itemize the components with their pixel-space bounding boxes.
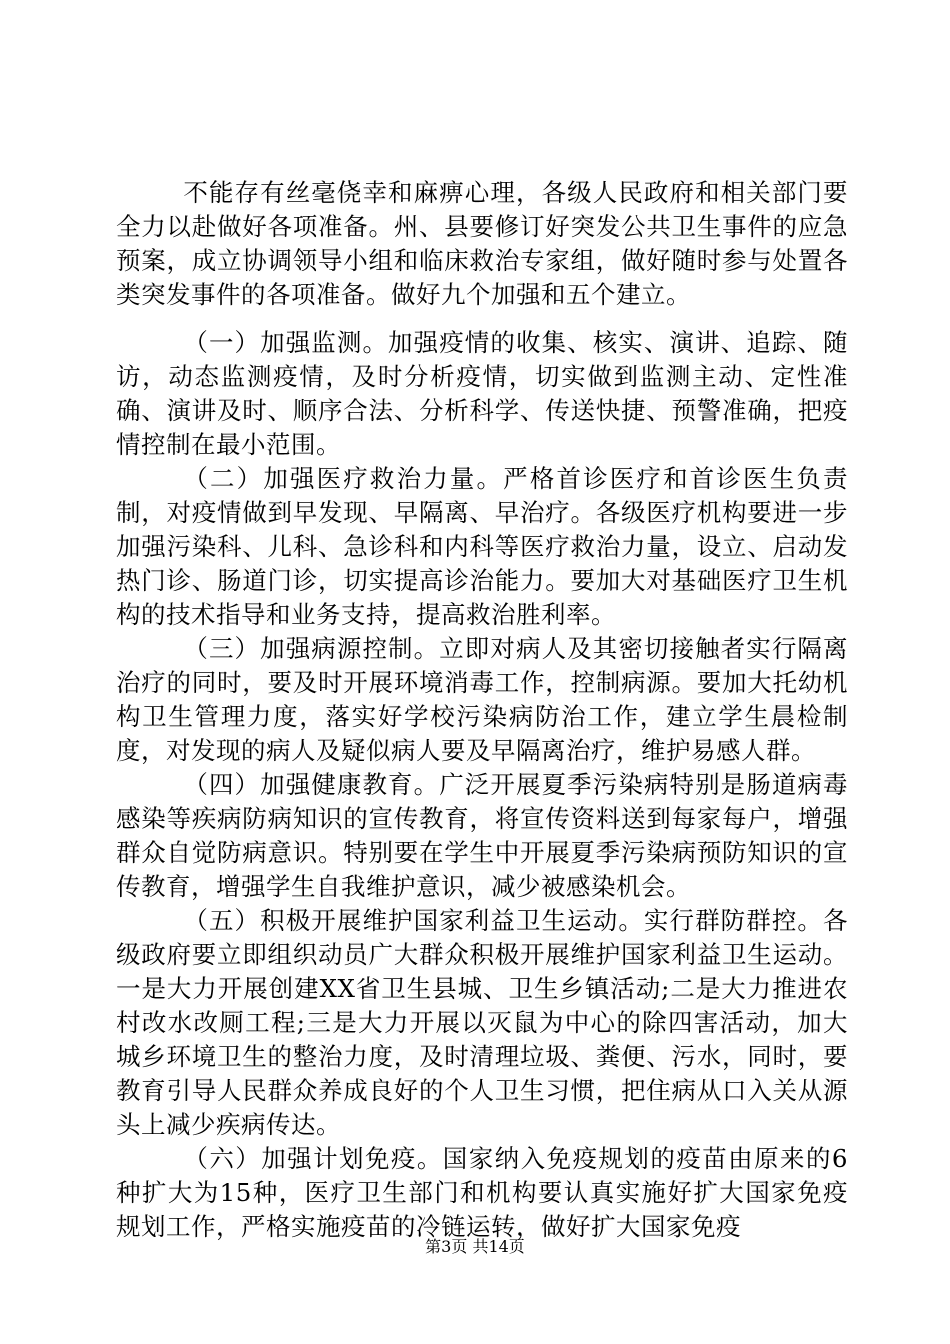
document-body bbox=[116, 176, 848, 1244]
paragraph-section-4: （四）加强健康教育。广泛开展夏季污染病特别是肠道病毒感染等疾病防病知识的宣传教育，将宣传资料送到每家每户，增强群众自觉防病意识。特别要在学生中开展夏季污染病预防知识的宣传教育，增强学生自我维护意识，减少被感染机会。 bbox=[116, 770, 848, 901]
paragraph-section-3: （三）加强病源控制。立即对病人及其密切接触者实行隔离治疗的同时，要及时开展环境消毒工作，控制病源。要加大托幼机构卫生管理力度，落实好学校污染病防治工作，建立学生晨检制度，对发现的病人及疑似病人要及早隔离治疗，维护易感人群。 bbox=[116, 634, 848, 765]
page-number-footer: 第3页 共14页 bbox=[425, 1237, 525, 1256]
paragraph-section-2: （二）加强医疗救治力量。严格首诊医疗和首诊医生负责制，对疫情做到早发现、早隔离、早治疗。各级医疗机构要进一步加强污染科、儿科、急诊科和内科等医疗救治力量，设立、启动发热门诊、肠道门诊，切实提高诊治能力。要加大对基础医疗卫生机构的技术指导和业务支持，提高救治胜利率。 bbox=[116, 464, 848, 629]
paragraph-section-6: （六）加强计划免疫。国家纳入免疫规划的疫苗由原来的6种扩大为15种，医疗卫生部门和机构要认真实施好扩大国家免疫规划工作，严格实施疫苗的冷链运转，做好扩大国家免疫 bbox=[116, 1144, 848, 1241]
paragraph-section-5: （五）积极开展维护国家利益卫生运动。实行群防群控。各级政府要立即组织动员广大群众积极开展维护国家利益卫生运动。一是大力开展创建XX省卫生县城、卫生乡镇活动;二是大力推进农村改水改厕工程;三是大力开展以灭鼠为中心的除四害活动，加大城乡环境卫生的整治力度，及时清理垃圾、粪便、污水，同时，要教育引导人民群众养成良好的个人卫生习惯，把住病从口入关从源头上减少疾病传达。 bbox=[116, 906, 848, 1139]
paragraph-intro: 不能存有丝毫侥幸和麻痹心理，各级人民政府和相关部门要全力以赴做好各项准备。州、县要修订好突发公共卫生事件的应急预案，成立协调领导小组和临床救治专家组，做好随时参与处置各类突发事件的各项准备。做好九个加强和五个建立。 bbox=[116, 178, 848, 309]
paragraph-section-1: （一）加强监测。加强疫情的收集、核实、演讲、追踪、随访，动态监测疫情，及时分析疫情，切实做到监测主动、定性准确、演讲及时、顺序合法、分析科学、传送快捷、预警准确，把疫情控制在最小范围。 bbox=[116, 328, 848, 459]
